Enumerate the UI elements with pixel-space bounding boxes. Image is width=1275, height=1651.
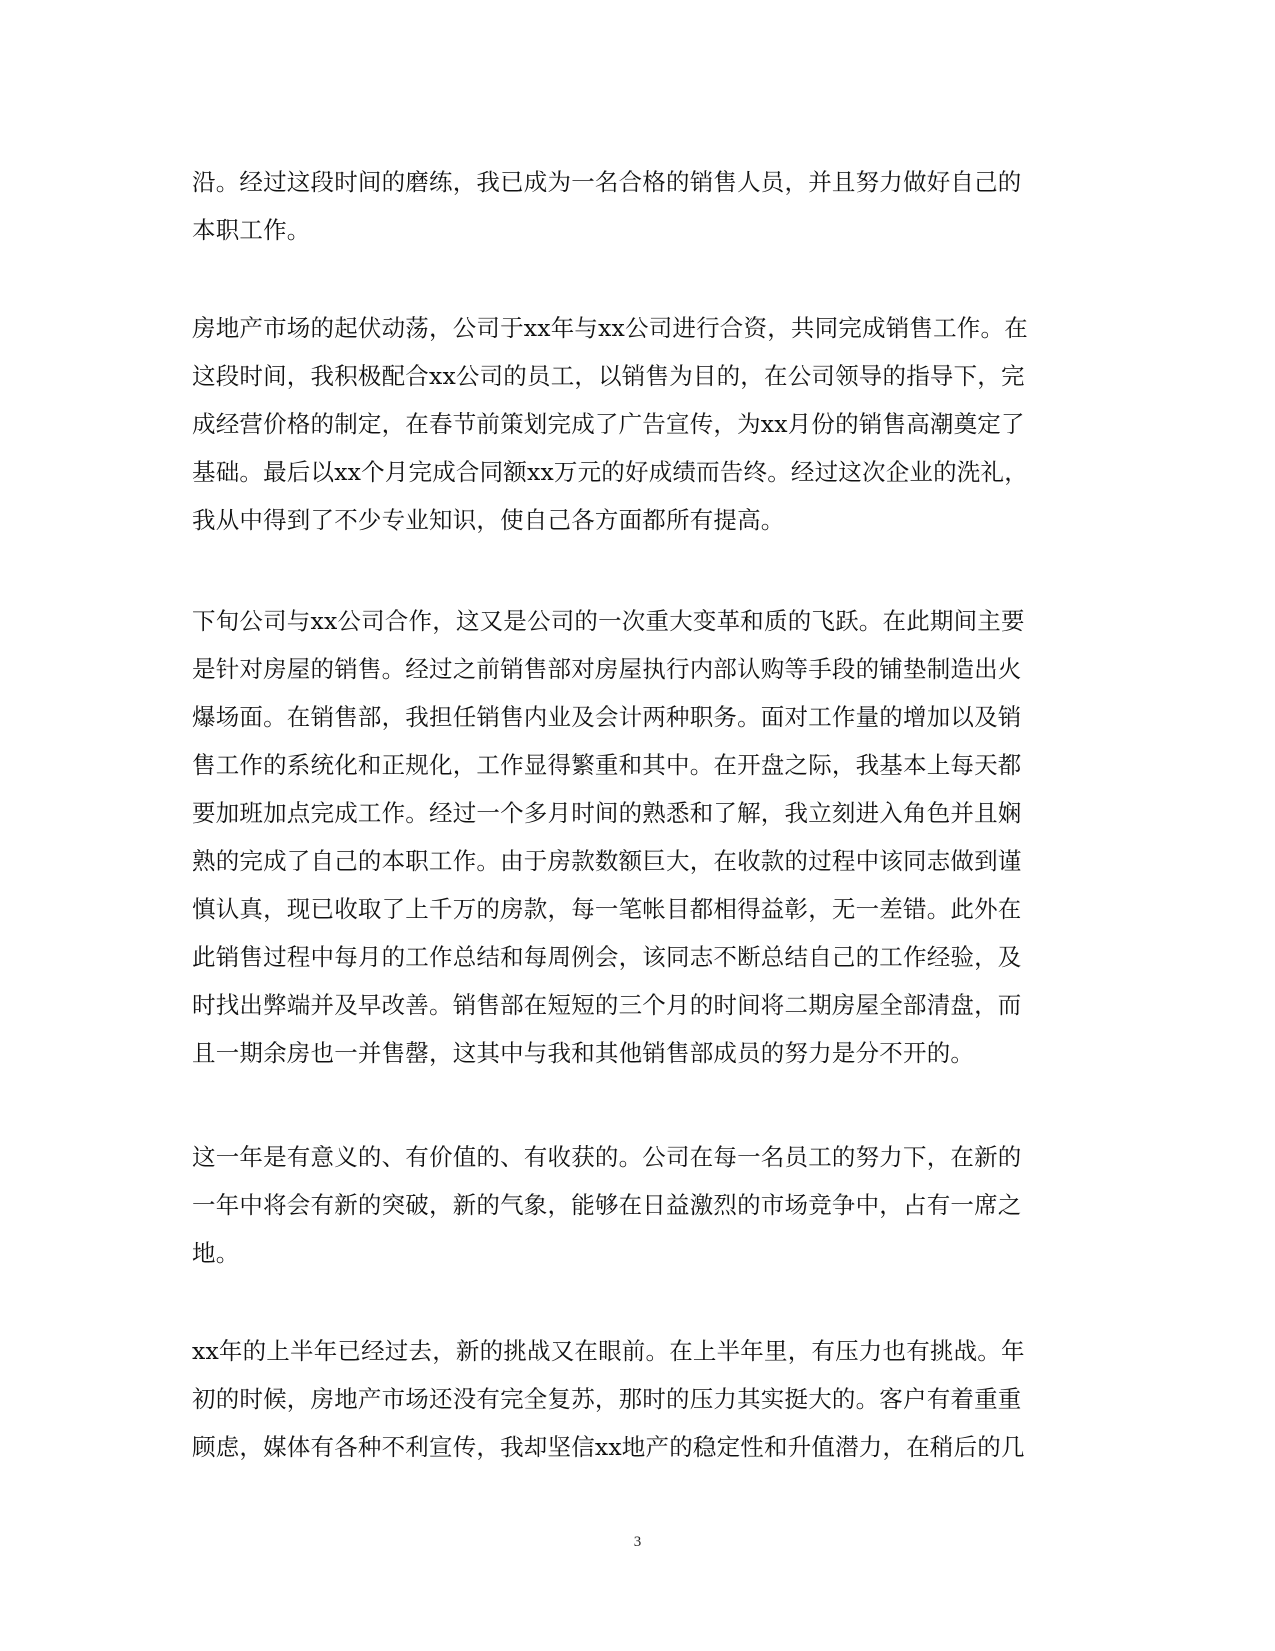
text-line: 这一年是有意义的、有价值的、有收获的。公司在每一名员工的努力下，在新的: [192, 1143, 1022, 1171]
paragraph-1: [192, 158, 1084, 254]
text-line: 是针对房屋的销售。经过之前销售部对房屋执行内部认购等手段的铺垫制造出火: [192, 655, 1022, 683]
text-line: 成经营价格的制定，在春节前策划完成了广告宣传，为xx月份的销售高潮奠定了: [192, 410, 1025, 438]
text-line: 慎认真，现已收取了上千万的房款，每一笔帐目都相得益彰，无一差错。此外在: [192, 895, 1022, 923]
paragraph-4: [192, 1133, 1084, 1277]
text-line: 且一期余房也一并售罄，这其中与我和其他销售部成员的努力是分不开的。: [192, 1039, 975, 1067]
text-line: 房地产市场的起伏动荡，公司于xx年与xx公司进行合资，共同完成销售工作。在: [192, 314, 1028, 342]
text-line: 下旬公司与xx公司合作，这又是公司的一次重大变革和质的飞跃。在此期间主要: [192, 607, 1025, 635]
text-line: 一年中将会有新的突破，新的气象，能够在日益激烈的市场竞争中，占有一席之: [192, 1191, 1022, 1219]
text-line: 时找出弊端并及早改善。销售部在短短的三个月的时间将二期房屋全部清盘，而: [192, 991, 1022, 1019]
text-line: 沿。经过这段时间的磨练，我已成为一名合格的销售人员，并且努力做好自己的: [192, 168, 1022, 196]
text-line: 此销售过程中每月的工作总结和每周例会，该同志不断总结自己的工作经验，及: [192, 943, 1022, 971]
text-line: 我从中得到了不少专业知识，使自己各方面都所有提高。: [192, 506, 785, 534]
text-line: xx年的上半年已经过去，新的挑战又在眼前。在上半年里，有压力也有挑战。年: [192, 1337, 1025, 1365]
paragraph-3: [192, 597, 1084, 1077]
text-line: 这段时间，我积极配合xx公司的员工，以销售为目的，在公司领导的指导下，完: [192, 362, 1025, 390]
text-line: 要加班加点完成工作。经过一个多月时间的熟悉和了解，我立刻进入角色并且娴: [192, 799, 1022, 827]
text-line: 本职工作。: [192, 216, 311, 244]
text-line: 初的时候，房地产市场还没有完全复苏，那时的压力其实挺大的。客户有着重重: [192, 1385, 1022, 1413]
text-line: 基础。最后以xx个月完成合同额xx万元的好成绩而告终。经过这次企业的洗礼，: [192, 458, 1028, 486]
paragraph-2: [192, 304, 1084, 544]
text-line: 顾虑，媒体有各种不利宣传，我却坚信xx地产的稳定性和升值潜力，在稍后的几: [192, 1433, 1025, 1461]
page-number: 3: [633, 1534, 642, 1550]
paragraph-5: [192, 1327, 1084, 1471]
text-line: 售工作的系统化和正规化，工作显得繁重和其中。在开盘之际，我基本上每天都: [192, 751, 1022, 779]
text-line: 爆场面。在销售部，我担任销售内业及会计两种职务。面对工作量的增加以及销: [192, 703, 1022, 731]
text-line: 地。: [192, 1239, 240, 1267]
text-line: 熟的完成了自己的本职工作。由于房款数额巨大，在收款的过程中该同志做到谨: [192, 847, 1022, 875]
